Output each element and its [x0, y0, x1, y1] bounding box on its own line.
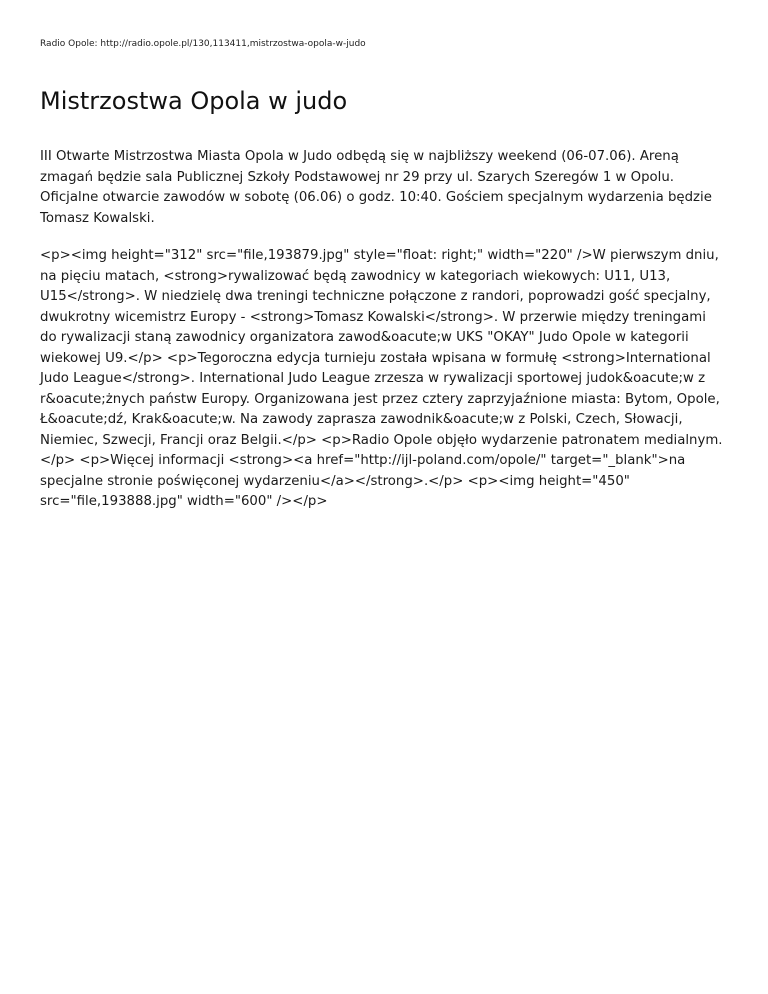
source-url-line: Radio Opole: http://radio.opole.pl/130,113411,mistrzostwa-opola-w-judo — [40, 39, 366, 49]
article-title: Mistrzostwa Opola w judo — [40, 87, 348, 115]
article-lead-paragraph: III Otwarte Mistrzostwa Miasta Opola w Judo odbędą się w najbliższy weekend (06-07.06). Areną zmagań będzie sala Publicznej Szkoły Podstawowej nr 29 przy ul. Szarych Szeregów 1 w Opolu. Oficjalne otwarcie zawodów w sobotę (06.06) o godz. 10:40. Gościem specjalnym wydarzenia będzie Tomasz Kowalski. — [40, 149, 712, 226]
article-body-raw-html-text: <p><img height="312" src="file,193879.jpg" style="float: right;" width="220" />W pierwszym dniu, na pięciu matach, <strong>rywalizować będą zawodnicy w kategoriach wiekowych: U11, U13, U15</strong>. W niedzielę dwa treningi techniczne połączone z randori, poprowadzi gość specjalny, dwukrotny wicemistrz Europy - <strong>Tomasz Kowalski</strong>. W przerwie między treningami do rywalizacji staną zawodnicy organizatora zawod&oacute;w UKS "OKAY" Judo Opole w kategorii wiekowej U9.</p> <p>Tegoroczna edycja turnieju została wpisana w formułę <strong>International Judo League</strong>. International Judo League zrzesza w rywalizacji sportowej judok&oacute;w z r&oacute;żnych państw Europy. Organizowana jest przez cztery zaprzyjaźnione miasta: Bytom, Opole, Ł&oacute;dź, Krak&oacute;w. Na zawody zaprasza zawodnik&oacute;w z Polski, Czech, Słowacji, Niemiec, Szwecji, Francji oraz Belgii.</p> <p>Radio Opole objęło wydarzenie patronatem medialnym.</p> <p>Więcej informacji <strong><a href="http://ijl-poland.com/opole/" target="_blank">na specjalne stronie poświęconej wydarzeniu</a></strong>.</p> <p><img height="450" src="file,193888.jpg" width="600" /></p> — [40, 248, 723, 509]
